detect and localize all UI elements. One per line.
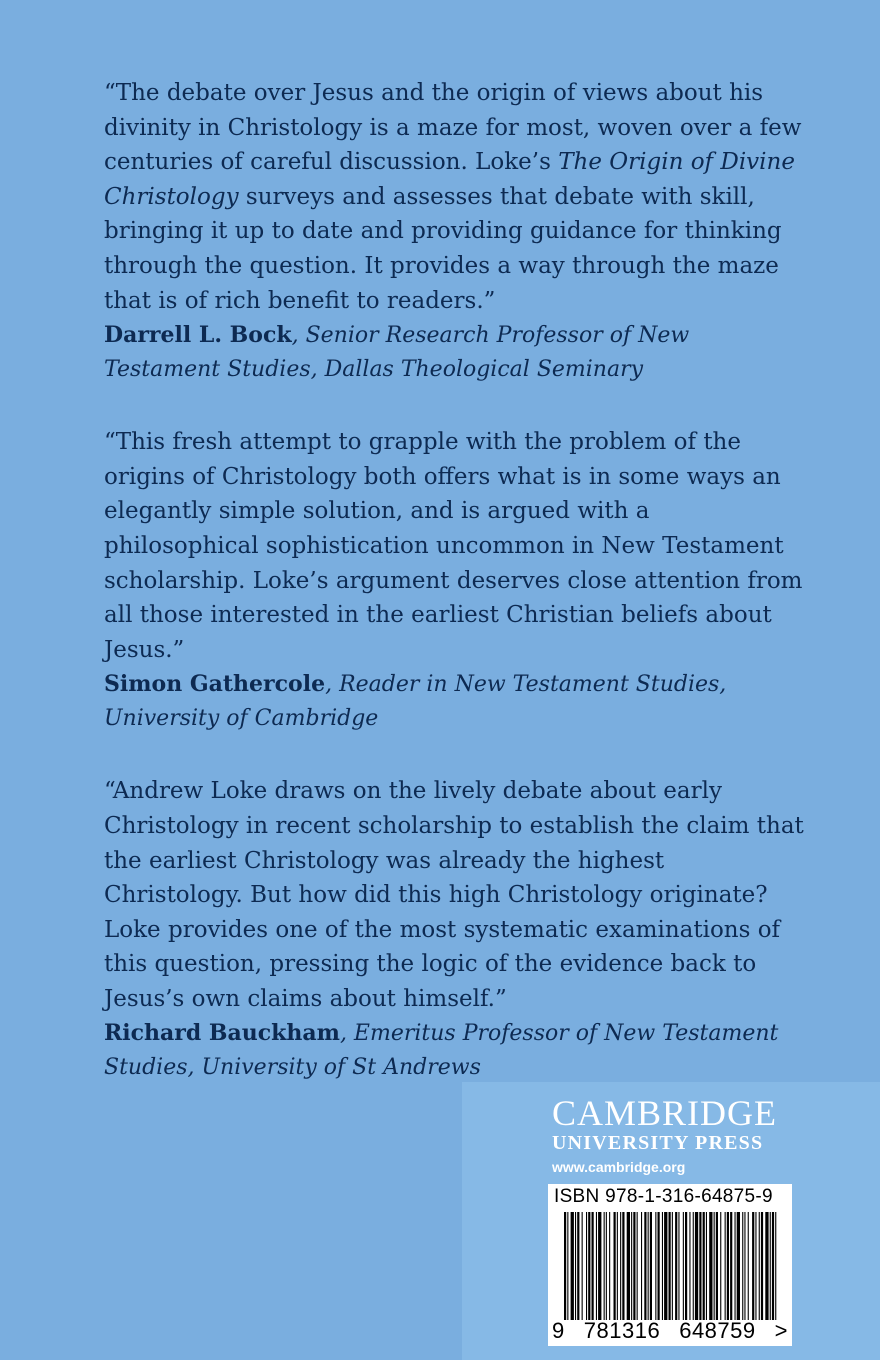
endorsement-bauckham (104, 774, 804, 1085)
barcode-digit-group: 648759 (679, 1318, 756, 1343)
barcode-bar (720, 1212, 721, 1320)
barcode-bar (727, 1212, 729, 1320)
endorser-name: Simon Gathercole (104, 671, 326, 698)
barcode-bar (742, 1212, 743, 1320)
barcode-bar (592, 1212, 594, 1320)
barcode-bar (699, 1212, 701, 1320)
publisher-logo (552, 1094, 796, 1178)
barcode-bar (716, 1212, 718, 1320)
endorser-name: Richard Bauckham (104, 1020, 340, 1047)
barcode-bar (714, 1212, 715, 1320)
barcode-bar (695, 1212, 698, 1320)
barcode-bar (606, 1212, 607, 1320)
barcode-bar (737, 1212, 740, 1320)
quote-text: “This fresh attempt to grapple with the problem of the origins of Christology both offers what is in some ways an elegantly simple solution, and is argued with a philosophical sophistication uncommon in New Testament scholarship. Loke’s argument deserves close attention from all those interested in the earliest Christian beliefs about Jesus.” (104, 429, 803, 663)
barcode-digit-group: 781316 (583, 1318, 661, 1343)
barcode-bar (709, 1212, 712, 1320)
barcode-bar (755, 1212, 756, 1320)
barcode-bar (575, 1212, 576, 1320)
barcode-bar (683, 1212, 684, 1320)
barcode-bar (706, 1212, 707, 1320)
quote-text (104, 76, 804, 318)
barcode-bar (604, 1212, 605, 1320)
barcode-bar (678, 1212, 679, 1320)
barcode-bar (582, 1212, 583, 1320)
barcode-bar (725, 1212, 726, 1320)
barcode-bar (672, 1212, 673, 1320)
barcode-bar (669, 1212, 671, 1320)
barcode-bar (664, 1212, 667, 1320)
barcode-bar (571, 1212, 574, 1320)
barcode-bar (614, 1212, 616, 1320)
endorser-name: Darrell L. Bock (104, 322, 292, 349)
barcode-bar (761, 1212, 763, 1320)
barcode-bar (631, 1212, 632, 1320)
attribution (104, 667, 804, 736)
endorser-affiliation: , Senior Research Professor of New Testament Studies, Dallas Theological Seminary (104, 323, 690, 383)
barcode-bar (685, 1212, 687, 1320)
barcode-digits (552, 1318, 788, 1344)
barcode-digit-group: 9 (552, 1318, 565, 1343)
barcode-bar (627, 1212, 630, 1320)
endorser-affiliation: , Emeritus Professor of New Testament Studies, University of St Andrews (104, 1021, 779, 1081)
barcode-bar (703, 1212, 705, 1320)
barcode-bar (648, 1212, 649, 1320)
quote-text: “Andrew Loke draws on the lively debate about early Christology in recent scholarship to establish the claim that the earliest Christology was already the highest Christology. But how did this high Christology originate? Loke provides one of the most systematic examinations of this question, pressing the logic of the evidence back to Jesus’s own claims about himself.” (104, 778, 804, 1012)
barcode-bar (633, 1212, 635, 1320)
barcode-bar (637, 1212, 638, 1320)
endorsements (104, 76, 804, 1123)
barcode-bar (641, 1212, 642, 1320)
barcode-bar (586, 1212, 587, 1320)
endorsement-gathercole (104, 425, 804, 736)
barcode-bar (770, 1212, 771, 1320)
endorsement-bock (104, 76, 804, 387)
barcode-bar (693, 1212, 694, 1320)
endorser-affiliation: , Reader in New Testament Studies, University of Cambridge (104, 672, 727, 732)
book-title: The Origin of Divine Christology (104, 149, 795, 210)
barcode-bar (730, 1212, 732, 1320)
barcode-bar (675, 1212, 677, 1320)
isbn-barcode (548, 1184, 792, 1346)
barcode-bar (735, 1212, 736, 1320)
barcode-bar (662, 1212, 663, 1320)
barcode-bar (765, 1212, 768, 1320)
publisher-subname: UNIVERSITY PRESS (552, 1132, 764, 1154)
barcode-bar (609, 1212, 610, 1320)
barcode-bar (588, 1212, 590, 1320)
barcode-bar (577, 1212, 579, 1320)
barcode-bar (752, 1212, 754, 1320)
barcode-bar (689, 1212, 690, 1320)
publisher-url: www.cambridge.org (552, 1159, 686, 1175)
publisher-panel (462, 1082, 880, 1360)
isbn-label: ISBN 978-1-316-64875-9 (554, 1186, 773, 1207)
attribution (104, 1016, 804, 1085)
barcode-bar (772, 1212, 774, 1320)
barcode-bar (620, 1212, 621, 1320)
barcode-bar (644, 1212, 646, 1320)
barcode-bar (598, 1212, 601, 1320)
barcode-digit-group: > (774, 1318, 788, 1343)
barcode-bar (744, 1212, 745, 1320)
barcode-bar (564, 1212, 566, 1320)
barcode-bar (775, 1212, 776, 1320)
barcode-bar (658, 1212, 660, 1320)
barcode-bars (564, 1212, 778, 1320)
barcode-bar (567, 1212, 568, 1320)
quote-part: “The debate over Jesus and the origin of views about his divinity in Christology is a maze for most, woven over a few centuries of careful discussion. Loke’s (104, 80, 802, 176)
quote-part: surveys and assesses that debate with skill, bringing it up to date and providing guidance for thinking through the question. It provides a way through the maze that is of rich benefit to readers.” (104, 183, 782, 314)
barcode-bar (622, 1212, 624, 1320)
barcode-bar (617, 1212, 618, 1320)
attribution (104, 318, 804, 387)
barcode-bar (748, 1212, 749, 1320)
barcode-bar (759, 1212, 760, 1320)
barcode-bar (655, 1212, 656, 1320)
barcode-bar (596, 1212, 597, 1320)
barcode-bar (650, 1212, 652, 1320)
publisher-name: CAMBRIDGE (552, 1093, 778, 1133)
